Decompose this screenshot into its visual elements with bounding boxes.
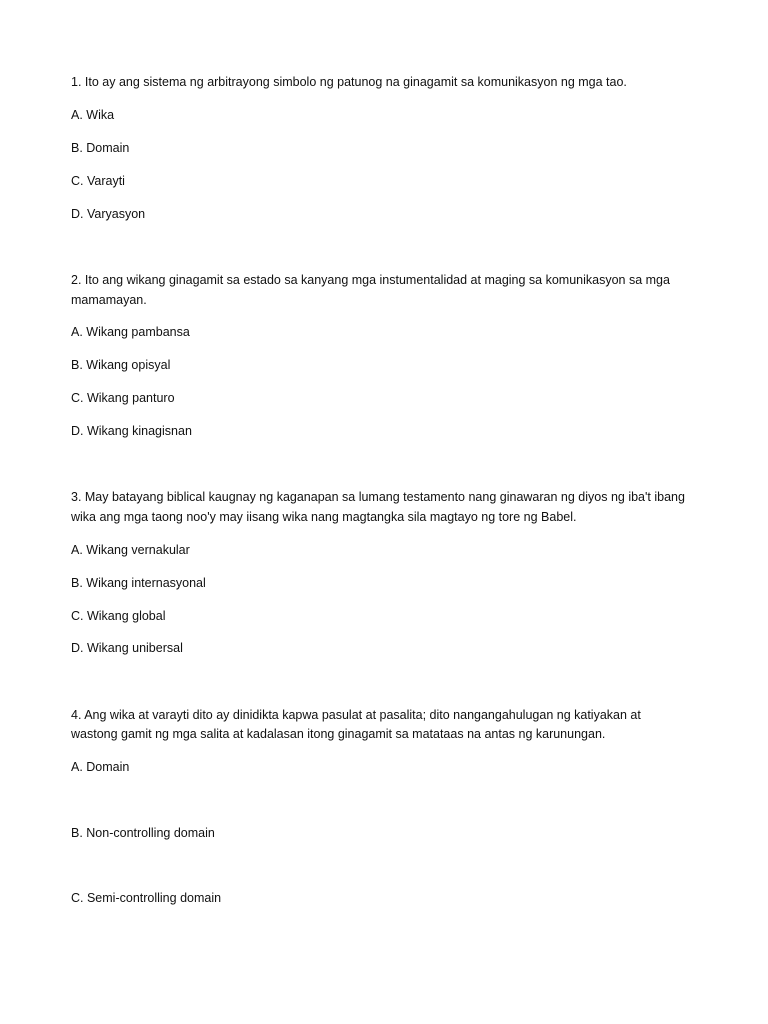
question-2-option-a: A. Wikang pambansa xyxy=(71,325,190,339)
question-3-option-b: B. Wikang internasyonal xyxy=(71,576,206,590)
question-2-option-d: D. Wikang kinagisnan xyxy=(71,424,192,438)
question-2-stem-line-2: mamamayan. xyxy=(71,293,147,307)
question-1-option-d: D. Varyasyon xyxy=(71,207,146,221)
question-2-stem-line-1: 2. Ito ang wikang ginagamit sa estado sa kanyang mga instumentalidad at maging sa komunikasyon sa mga xyxy=(71,273,670,287)
question-2-option-b: B. Wikang opisyal xyxy=(71,358,171,372)
question-1-stem-line-1: 1. Ito ay ang sistema ng arbitrayong simbolo ng patunog na ginagamit sa komunikasyon ng mga tao. xyxy=(71,75,627,89)
question-3-option-a: A. Wikang vernakular xyxy=(71,543,190,557)
question-4-option-b: B. Non-controlling domain xyxy=(71,826,215,840)
question-3-stem-line-1: 3. May batayang biblical kaugnay ng kaganapan sa lumang testamento nang ginawaran ng diyos ng iba't ibang xyxy=(71,490,685,504)
question-4-stem-line-2: wastong gamit ng mga salita at kadalasan itong ginagamit sa matataas na antas ng karunungan. xyxy=(71,727,606,741)
question-4-stem-line-1: 4. Ang wika at varayti dito ay dinidikta kapwa pasulat at pasalita; dito nangangahulugan ng katiyakan at xyxy=(71,708,641,722)
question-1-option-c: C. Varayti xyxy=(71,174,125,188)
question-3-option-c: C. Wikang global xyxy=(71,609,166,623)
question-3-stem-line-2: wika ang mga taong noo'y may iisang wika nang magtangka sila magtayo ng tore ng Babel. xyxy=(71,510,577,524)
question-4-option-c: C. Semi-controlling domain xyxy=(71,891,222,905)
question-1-option-b: B. Domain xyxy=(71,141,130,155)
question-3-option-d: D. Wikang unibersal xyxy=(71,641,183,655)
question-2-option-c: C. Wikang panturo xyxy=(71,391,175,405)
question-4-option-a: A. Domain xyxy=(71,760,130,774)
question-1-option-a: A. Wika xyxy=(71,108,115,122)
